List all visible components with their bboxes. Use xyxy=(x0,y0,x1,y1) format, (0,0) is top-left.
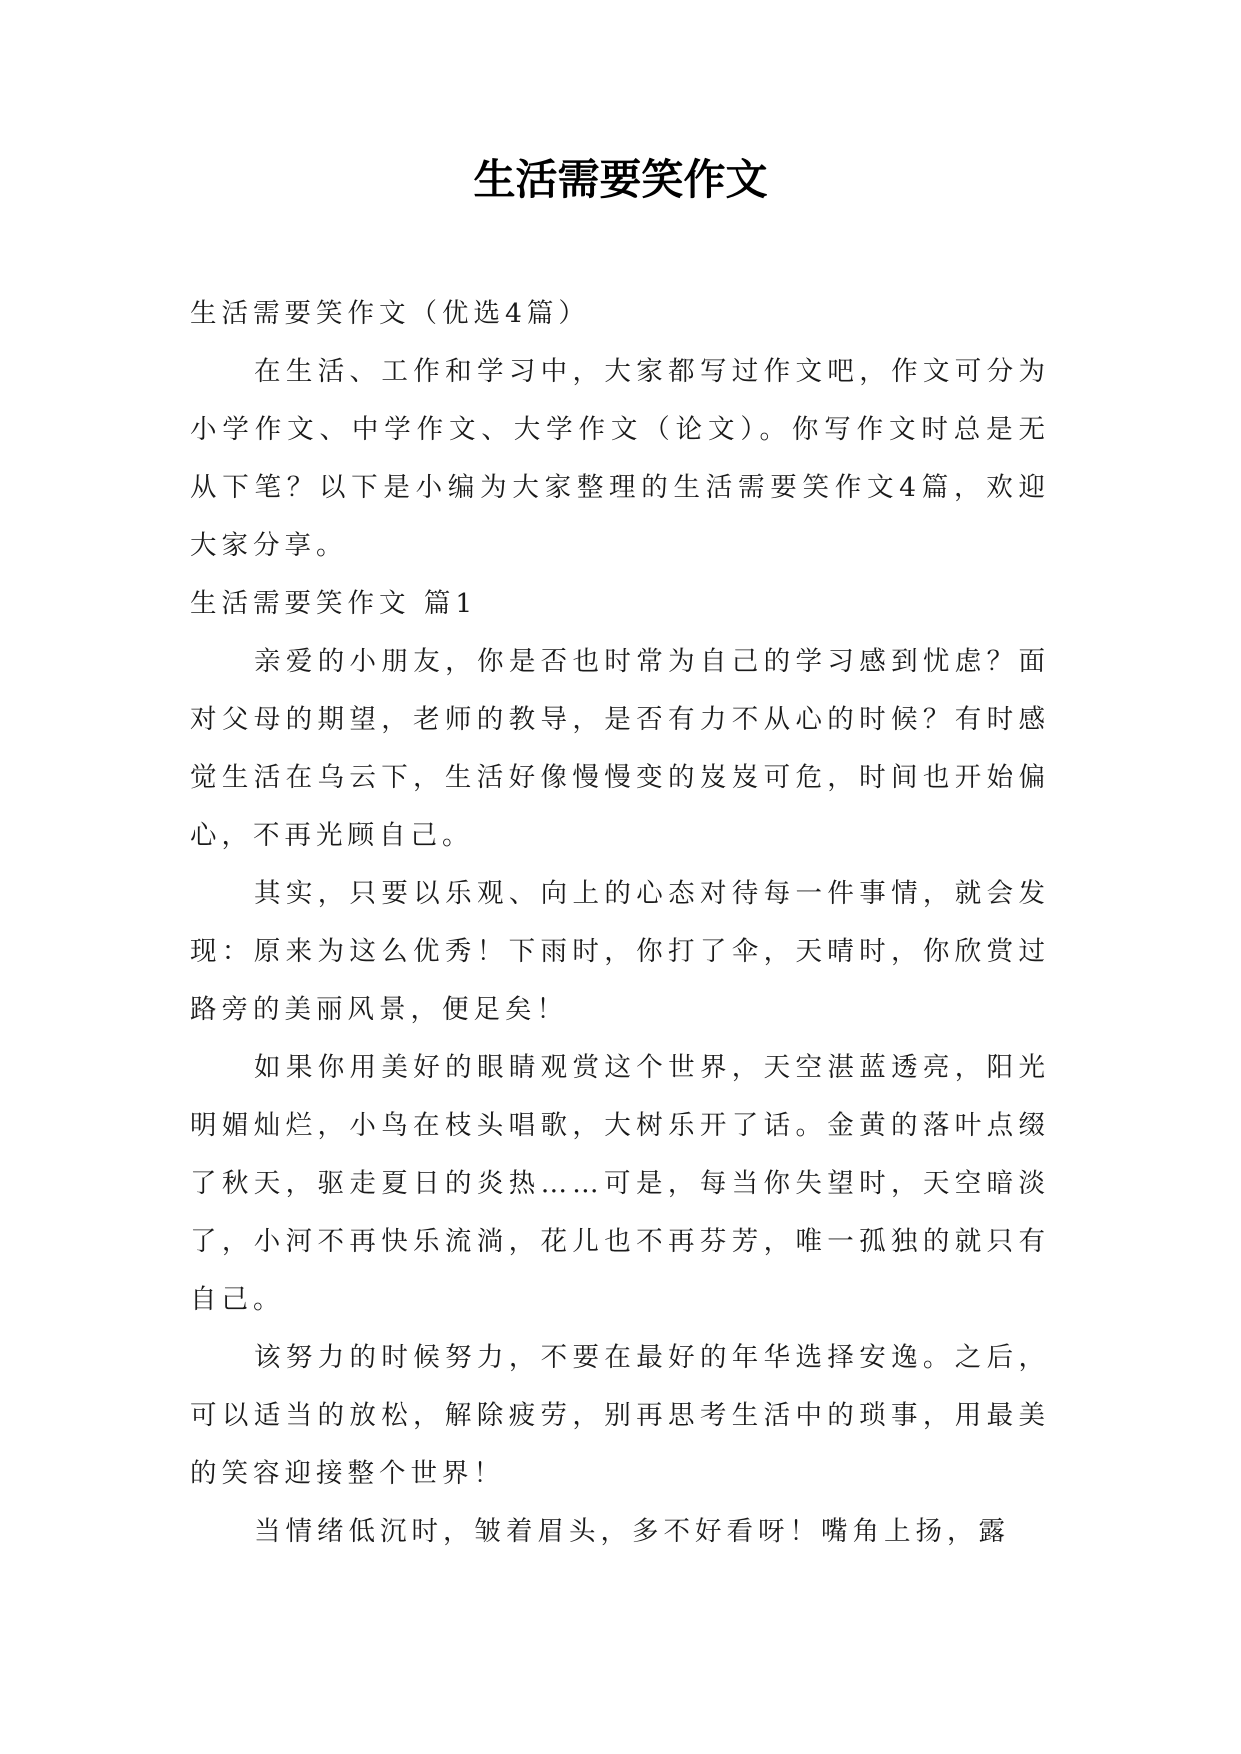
paragraph: 该努力的时候努力，不要在最好的年华选择安逸。之后，可以适当的放松，解除疲劳，别再思考生活中的琐事，用最美的笑容迎接整个世界！ xyxy=(190,1342,1050,1489)
document-body xyxy=(190,285,1050,1561)
section-heading: 生活需要笑作文 篇1 xyxy=(190,588,478,619)
paragraph: 其实，只要以乐观、向上的心态对待每一件事情，就会发现：原来为这么优秀！下雨时，你打了伞，天晴时，你欣赏过路旁的美丽风景，便足矣！ xyxy=(190,878,1050,1025)
paragraph-intro: 在生活、工作和学习中，大家都写过作文吧，作文可分为小学作文、中学作文、大学作文（论文）。你写作文时总是无从下笔？以下是小编为大家整理的生活需要笑作文4篇，欢迎大家分享。 xyxy=(190,356,1050,561)
paragraph: 亲爱的小朋友，你是否也时常为自己的学习感到忧虑？面对父母的期望，老师的教导，是否有力不从心的时候？有时感觉生活在乌云下，生活好像慢慢变的岌岌可危，时间也开始偏心，不再光顾自己。 xyxy=(190,646,1050,851)
document-title: 生活需要笑作文 xyxy=(473,155,768,204)
paragraph: 当情绪低沉时，皱着眉头，多不好看呀！嘴角上扬，露 xyxy=(254,1516,1010,1547)
paragraph: 如果你用美好的眼睛观赏这个世界，天空湛蓝透亮，阳光明媚灿烂，小鸟在枝头唱歌，大树乐开了话。金黄的落叶点缀了秋天，驱走夏日的炎热……可是，每当你失望时，天空暗淡了，小河不再快乐流淌，花儿也不再芬芳，唯一孤独的就只有自己。 xyxy=(190,1052,1050,1315)
paragraph-subtitle: 生活需要笑作文（优选4篇） xyxy=(190,298,590,329)
